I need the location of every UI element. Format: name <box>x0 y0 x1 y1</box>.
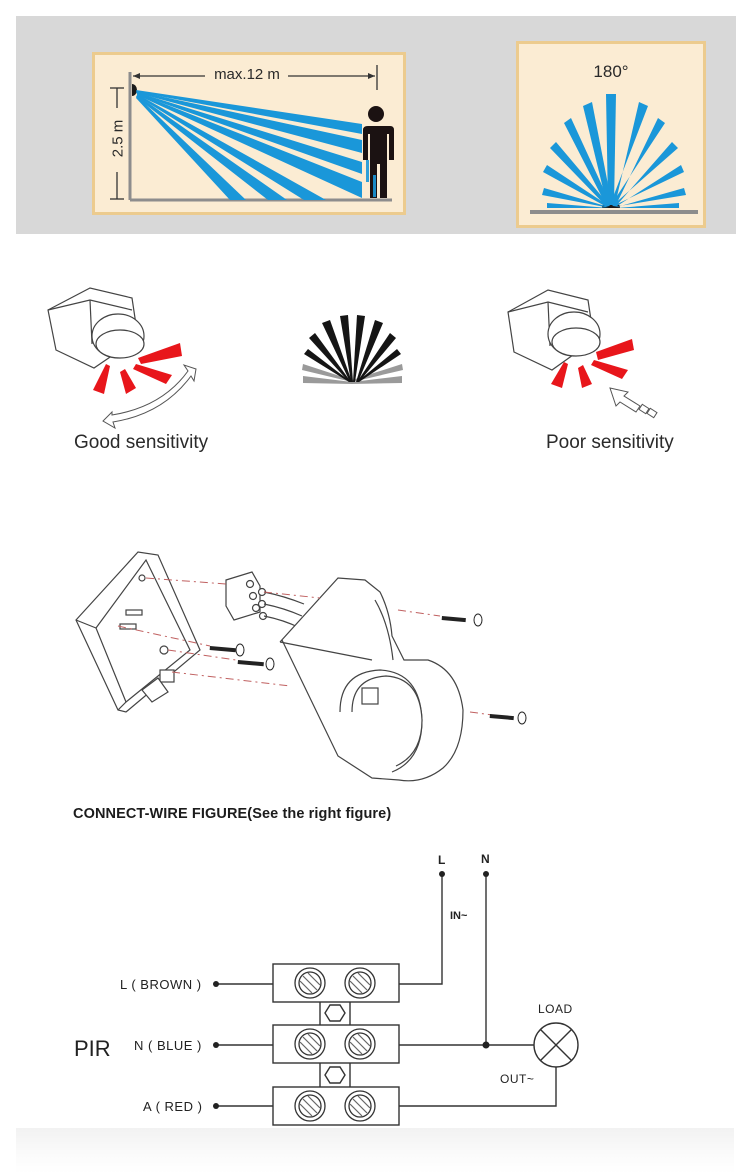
distance-label: max.12 m <box>214 66 280 83</box>
angle-label: 180° <box>593 62 629 81</box>
supply-line-label: L <box>438 853 446 867</box>
poor-sensitivity-label: Poor sensitivity <box>546 432 674 453</box>
terminal-n-blue-label: N ( BLUE ) <box>134 1038 202 1053</box>
pir-device-label: PIR <box>74 1036 111 1061</box>
height-label: 2.5 m <box>109 119 127 158</box>
bottom-fade <box>16 1128 734 1174</box>
output-label: OUT~ <box>500 1072 535 1086</box>
load-label: LOAD <box>538 1002 573 1016</box>
terminal-l-brown-label: L ( BROWN ) <box>120 977 202 992</box>
input-label: IN~ <box>450 910 468 922</box>
good-sensitivity-label: Good sensitivity <box>74 432 209 453</box>
supply-neutral-label: N <box>481 852 490 866</box>
wiring-title: CONNECT-WIRE FIGURE(See the right figure) <box>73 806 392 822</box>
screw-terminal-icon <box>295 968 375 1121</box>
terminal-a-red-label: A ( RED ) <box>143 1099 203 1114</box>
